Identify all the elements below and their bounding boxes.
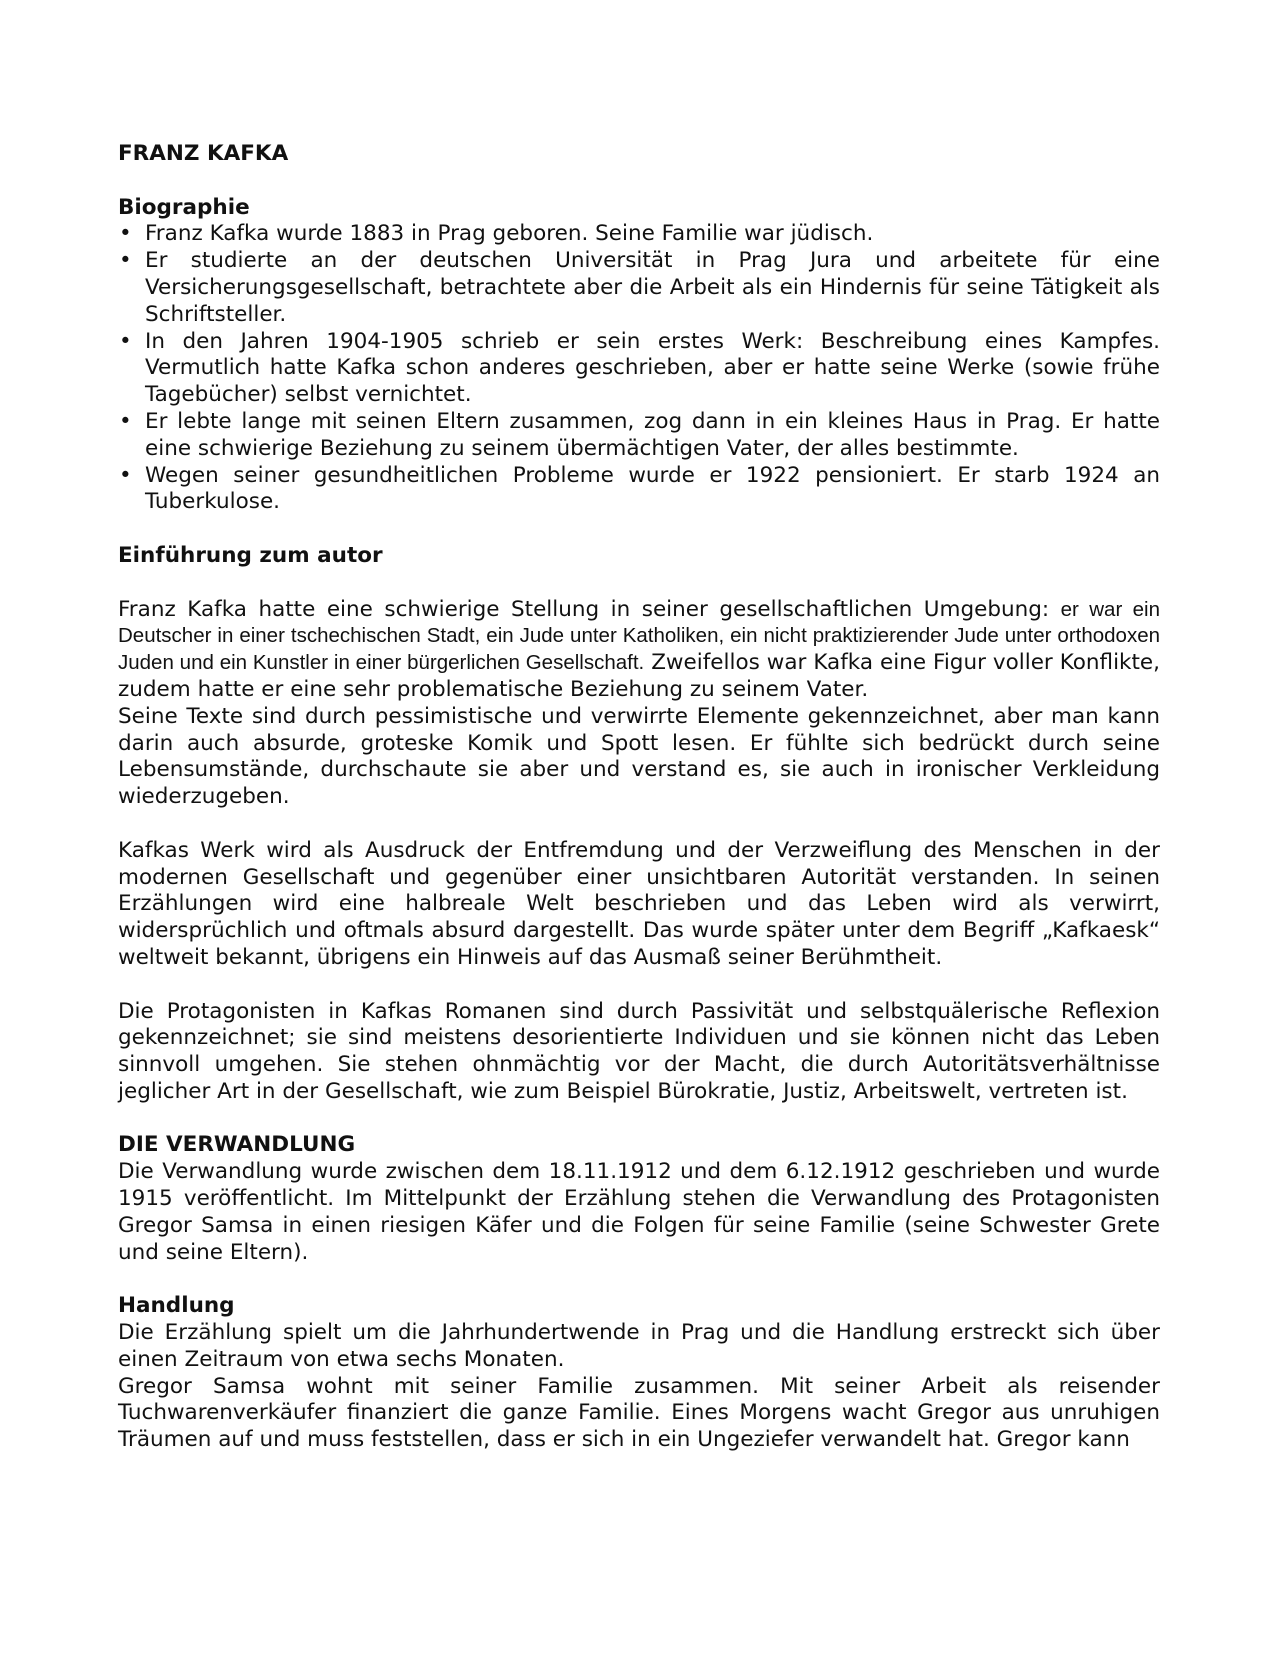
handlung-heading: Handlung — [118, 1293, 235, 1319]
handlung-paragraph-1: Die Erzählung spielt um die Jahrhundertwende in Prag und die Handlung erstreckt sich über einen Zeitraum von etwa sechs Monaten. — [118, 1320, 1160, 1372]
bullet-icon: • — [119, 462, 132, 488]
intro-heading: Einführung zum autor — [118, 542, 383, 568]
handlung-paragraph-2: Gregor Samsa wohnt mit seiner Familie zusammen. Mit seiner Arbeit als reisender Tuchwarenverkäufer finanziert die ganze Familie. Eines Morgens wacht Gregor aus unruhigen Träumen auf und muss feststellen, dass er sich in ein Ungeziefer verwandelt hat. Gregor kann — [118, 1373, 1160, 1453]
verwandlung-paragraph: Die Verwandlung wurde zwischen dem 18.11.1912 und dem 6.12.1912 geschrieben und wurde 1915 veröffentlicht. Im Mittelpunkt der Erzählung stehen die Verwandlung des Protagonisten Gregor Samsa in einen riesigen Käfer und die Folgen für seine Familie (seine Schwester Grete und seine Eltern). — [118, 1159, 1160, 1265]
document-page — [118, 141, 1160, 1454]
biography-list — [118, 221, 1160, 516]
intro-paragraph-2: Seine Texte sind durch pessimistische und verwirrte Elemente gekennzeichnet, aber man kann darin auch absurde, groteske Komik und Spott lesen. Er fühlte sich bedrückt durch seine Lebensumstände, durchschaute sie aber und verstand es, sie auch in ironischer Verkleidung wiederzugeben. — [118, 703, 1160, 810]
intro-paragraph-4: Die Protagonisten in Kafkas Romanen sind durch Passivität und selbstquälerische Reflexion gekennzeichnet; sie sind meistens desorientierte Individuen und sie können nicht das Leben sinnvoll umgehen. Sie stehen ohnmächtig vor der Macht, die durch Autoritätsverhältnisse jeglicher Art in der Gesellschaft, wie zum Beispiel Bürokratie, Justiz, Arbeitswelt, vertreten ist. — [118, 998, 1160, 1104]
bullet-icon: • — [119, 248, 132, 274]
bullet-icon: • — [119, 328, 132, 354]
biography-heading: Biographie — [118, 194, 250, 220]
list-item: • Er lebte lange mit seinen Eltern zusammen, zog dann in ein kleines Haus in Prag. Er hatte eine schwierige Beziehung zu seinem übermächtigen Vater, der alles bestimmte. — [119, 408, 1160, 461]
intro-paragraph-3: Kafkas Werk wird als Ausdruck der Entfremdung und der Verzweiflung des Menschen in der modernen Gesellschaft und gegenüber einer unsichtbaren Autorität verstanden. In seinen Erzählungen wird eine halbreale Welt beschrieben und das Leben wird als verwirrt, widersprüchlich und oftmals absurd dargestellt. Das wurde später unter dem Begriff „Kafkaesk“ weltweit bekannt, übrigens ein Hinweis auf das Ausmaß seiner Berühmtheit. — [118, 837, 1160, 970]
bullet-icon: • — [119, 408, 132, 434]
verwandlung-heading: DIE VERWANDLUNG — [118, 1132, 356, 1158]
list-item: • Er studierte an der deutschen Universität in Prag Jura und arbeitete für eine Versicherungsgesellschaft, betrachtete aber die Arbeit als ein Hindernis für seine Tätigkeit als Schriftsteller. — [119, 248, 1160, 327]
intro-paragraph-1: Franz Kafka hatte eine schwierige Stellung in seiner gesellschaftlichen Umgebung: er war ein Deutscher in einer tschechischen Stadt, ein Jude unter Katholiken, ein nicht praktizierender Jude unter orthodoxen Juden und ein Kunstler in einer bürgerlichen Gesellschaft. Zweifellos war Kafka eine Figur voller Konflikte, zudem hatte er eine sehr problematische Beziehung zu seinem Vater. — [118, 596, 1160, 702]
document-title: FRANZ KAFKA — [118, 141, 289, 166]
bullet-icon: • — [119, 221, 132, 247]
list-item: • Franz Kafka wurde 1883 in Prag geboren. Seine Familie war jüdisch. — [119, 221, 874, 247]
list-item: • In den Jahren 1904-1905 schrieb er sein erstes Werk: Beschreibung eines Kampfes. Vermutlich hatte Kafka schon anderes geschrieben, aber er hatte seine Werke (sowie frühe Tagebücher) selbst vernichtet. — [119, 328, 1160, 408]
list-item: • Wegen seiner gesundheitlichen Probleme wurde er 1922 pensioniert. Er starb 1924 an Tuberkulose. — [119, 462, 1160, 515]
